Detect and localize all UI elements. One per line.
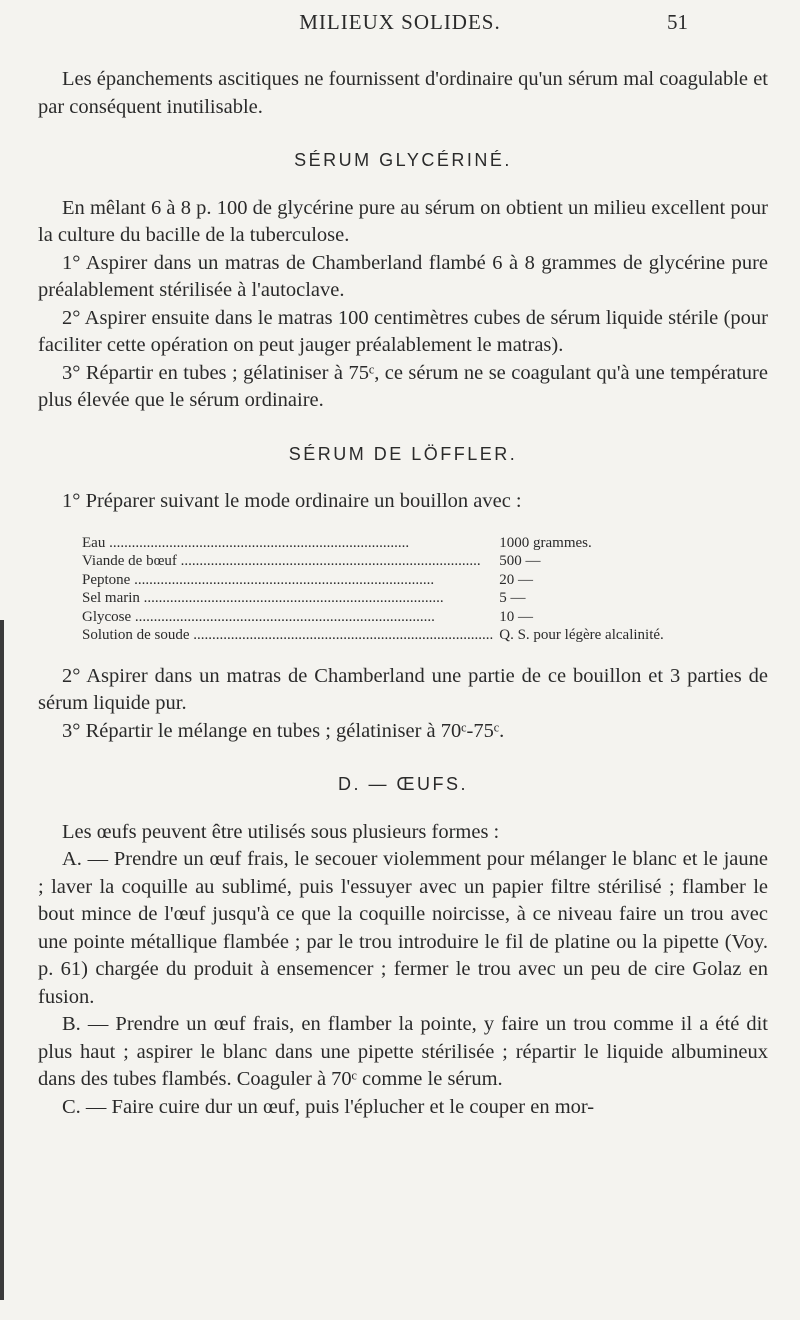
body-text <box>38 66 768 1121</box>
glycerine-intro: En mêlant 6 à 8 p. 100 de glycérine pure au sérum on obtient un milieu excellent pour la culture du bacille de la tuberculose. <box>38 196 768 246</box>
loffler-step-3: 3° Répartir le mélange en tubes ; gélatiniser à 70ᶜ-75ᶜ. <box>62 719 505 742</box>
ingredient-name: Peptone ..... <box>82 572 434 588</box>
ingredient-quantity: 500 — <box>499 553 541 569</box>
oeufs-method-a: A. — Prendre un œuf frais, le secouer violemment pour mélanger le blanc et le jaune ; laver la coquille au sublimé, puis l'essuyer avec un papier filtre stérilisé ; flamber le bout mince de l'œuf jusqu'à ce que la coquille noircisse, à ce niveau faire un trou avec une pointe métallique flambée ; par le trou introduire le fil de platine ou la pipette (Voy. p. 61) chargée du produit à ensemencer ; fermer le trou avec un peu de cire Golaz en fusion. <box>38 848 768 1008</box>
ingredient-name: Sel marin ..... <box>82 590 444 606</box>
loffler-step-1: 1° Préparer suivant le mode ordinaire un bouillon avec : <box>62 490 522 512</box>
ingredient-quantity: 5 — <box>499 590 526 606</box>
oeufs-intro: Les œufs peuvent être utilisés sous plusieurs formes : <box>62 820 500 843</box>
ingredient-quantity: 1000 grammes. <box>499 534 592 551</box>
intro-paragraph: Les épanchements ascitiques ne fournissent d'ordinaire qu'un sérum mal coagulable et par conséquent inutilisable. <box>38 68 768 118</box>
ingredient-name: Eau ..... <box>82 535 409 551</box>
section-heading-oeufs: D. — ŒUFS. <box>337 774 468 794</box>
ingredient-name: Solution de soude ..... <box>82 627 493 643</box>
ingredient-quantity: 20 — <box>499 571 533 588</box>
ingredient-row <box>82 534 664 553</box>
ingredient-row <box>82 571 664 590</box>
ingredient-table <box>82 534 664 645</box>
ingredient-name: Viande de bœuf ..... <box>82 553 481 569</box>
binding-shadow <box>0 620 4 1300</box>
loffler-step-2: 2° Aspirer dans un matras de Chamberland une partie de ce bouillon et 3 parties de sérum liquide pur. <box>38 664 768 714</box>
section-heading-serum-loffler: SÉRUM DE LÖFFLER. <box>288 443 518 464</box>
ingredient-quantity: Q. S. pour légère alcalinité. <box>499 627 664 643</box>
ingredient-name: Glycose ..... <box>82 609 435 625</box>
running-title: MILIEUX SOLIDES. <box>299 10 501 34</box>
oeufs-method-b: B. — Prendre un œuf frais, en flamber la pointe, y faire un trou comme il a été dit plus haut ; aspirer le blanc dans une pipette stérilisée ; répartir le liquide albumineux dans des tubes flambés. Coaguler à 70ᶜ comme le sérum. <box>38 1013 768 1090</box>
glycerine-step-1: 1° Aspirer dans un matras de Chamberland flambé 6 à 8 grammes de glycérine pure préalablement stérilisée à l'autoclave. <box>38 251 768 301</box>
glycerine-step-3: 3° Répartir en tubes ; gélatiniser à 75ᶜ, ce sérum ne se coagulant qu'à une température plus élevée que le sérum ordinaire. <box>38 361 768 411</box>
section-heading-serum-glycerine: SÉRUM GLYCÉRINÉ. <box>294 150 512 170</box>
ingredient-row <box>82 589 664 608</box>
oeufs-method-c: C. — Faire cuire dur un œuf, puis l'éplucher et le couper en mor- <box>62 1095 595 1118</box>
ingredient-row <box>82 608 664 627</box>
ingredient-row <box>82 552 664 571</box>
glycerine-step-2: 2° Aspirer ensuite dans le matras 100 centimètres cubes de sérum liquide stérile (pour faciliter cette opération on peut jauger préalablement le matras). <box>38 306 768 356</box>
page-number: 51 <box>667 10 688 34</box>
ingredient-quantity: 10 — <box>499 608 533 625</box>
ingredient-row <box>82 626 664 645</box>
page-header <box>0 6 800 42</box>
